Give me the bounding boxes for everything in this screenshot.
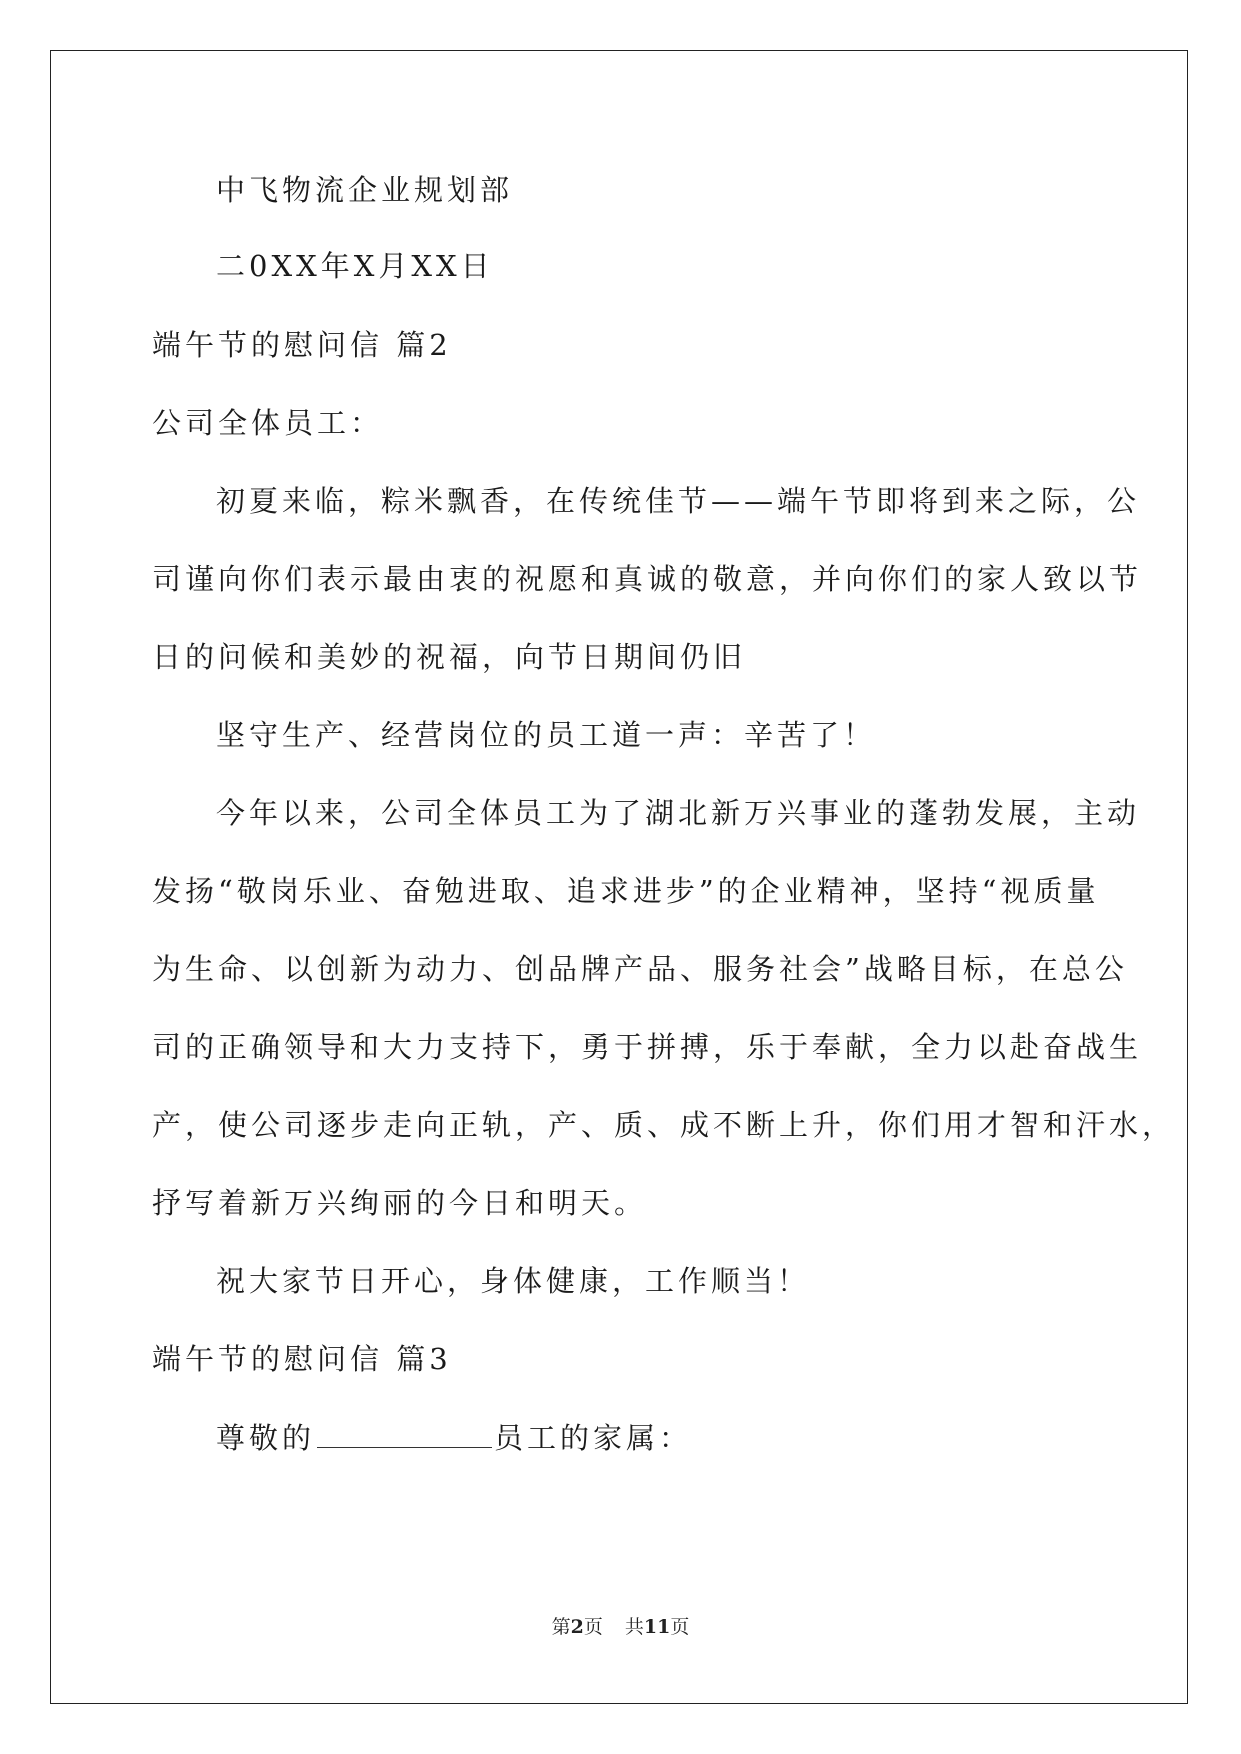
total-pages: 11 (643, 1616, 671, 1638)
paragraph-line: 坚守生产、经营岗位的员工道一声：辛苦了！ (216, 718, 877, 752)
paragraph-line: 今年以来，公司全体员工为了湖北新万兴事业的蓬勃发展，主动 (216, 796, 1141, 830)
page-prefix: 第 (551, 1616, 571, 1638)
paragraph-line: 初夏来临，粽米飘香，在传统佳节——端午节即将到来之际，公 (216, 484, 1141, 518)
total-prefix: 共 (624, 1616, 644, 1638)
paragraph-line: 为生命、以创新为动力、创品牌产品、服务社会”战略目标，在总公 (152, 952, 1128, 986)
page-number: 2 (570, 1616, 584, 1638)
salutation-prefix: 尊敬的 (216, 1421, 316, 1455)
section-heading-2: 端午节的慰问信 篇2 (152, 328, 452, 362)
page-unit: 页 (583, 1616, 603, 1638)
paragraph-line: 发扬“敬岗乐业、奋勉进取、追求进步”的企业精神，坚持“视质量 (152, 874, 1100, 908)
sender-organization: 中飞物流企业规划部 (216, 173, 514, 207)
salutation-families (216, 1417, 692, 1458)
paragraph-line: 司谨向你们表示最由衷的祝愿和真诚的敬意，并向你们的家人致以节 (152, 562, 1143, 596)
letter-date: 二0XX年X月XX日 (216, 249, 494, 283)
paragraph-line: 产，使公司逐步走向正轨，产、质、成不断上升，你们用才智和汗水， (152, 1108, 1176, 1142)
section-heading-3: 端午节的慰问信 篇3 (152, 1342, 452, 1376)
closing-wishes: 祝大家节日开心，身体健康，工作顺当！ (216, 1264, 811, 1298)
salutation-suffix: 员工的家属： (494, 1421, 693, 1455)
paragraph-line: 日的问候和美妙的祝福，向节日期间仍旧 (152, 640, 747, 674)
salutation-all-staff: 公司全体员工： (152, 406, 384, 440)
total-unit: 页 (670, 1616, 690, 1638)
page-footer (0, 1614, 1241, 1640)
paragraph-line: 抒写着新万兴绚丽的今日和明天。 (152, 1186, 648, 1220)
paragraph-line: 司的正确领导和大力支持下，勇于拼搏，乐于奉献，全力以赴奋战生 (152, 1030, 1143, 1064)
fill-in-blank (317, 1417, 492, 1448)
